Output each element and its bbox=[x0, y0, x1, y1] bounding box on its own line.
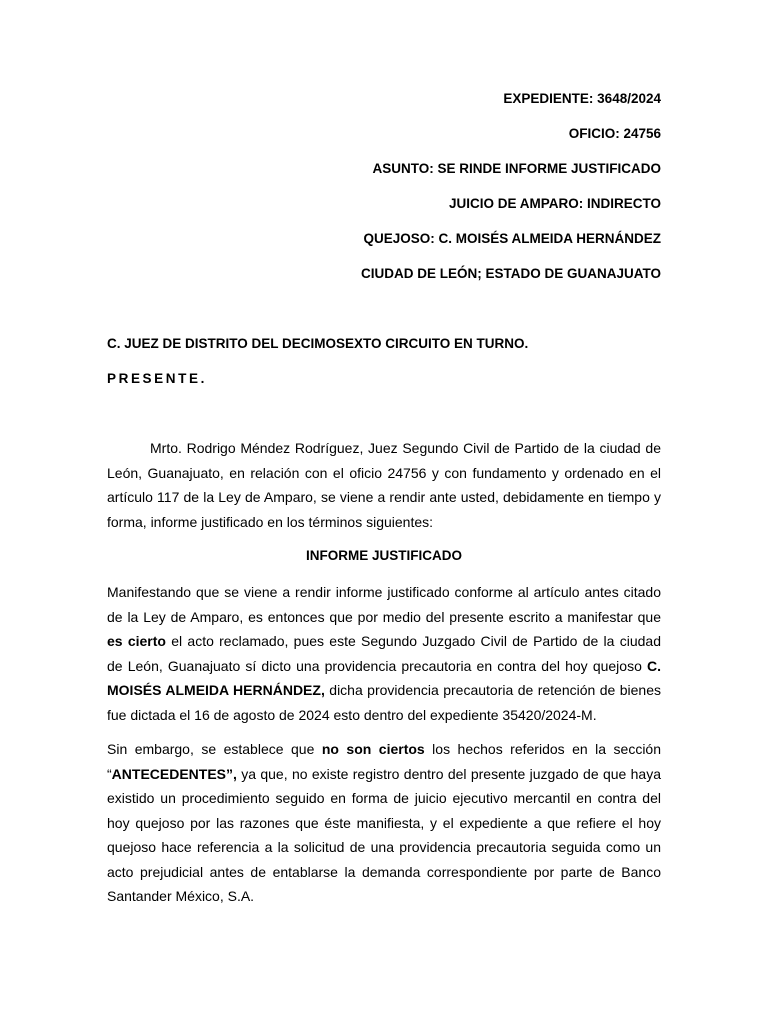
section-title: INFORME JUSTIFICADO bbox=[305, 548, 462, 563]
text-span: Manifestando que se viene a rendir informe justificado conforme al artículo antes citado de la Ley de Amparo, es entonces que por medio del presente escrito a manifestar que bbox=[107, 584, 661, 625]
text-span: el acto reclamado, pues este Segundo Juzgado Civil de Partido de la ciudad de León, Guanajuato sí dicto una providencia precautoria en contra del hoy quejoso bbox=[107, 633, 661, 674]
text-span: dicha providencia precautoria de retención de bienes fue dictada el 16 de agosto de 2024 esto dentro del expediente 35420/2024-M. bbox=[107, 682, 661, 723]
oficio-line: OFICIO: 24756 bbox=[568, 126, 661, 141]
expediente-line: EXPEDIENTE: 3648/2024 bbox=[503, 91, 661, 106]
bold-text: no son ciertos bbox=[321, 741, 425, 757]
body-paragraph-1 bbox=[107, 580, 661, 727]
text-span: Sin embargo, se establece que bbox=[107, 741, 322, 757]
bold-text: es cierto bbox=[107, 633, 166, 649]
bold-text: C. MOISÉS ALMEIDA HERNÁNDEZ, bbox=[107, 657, 661, 698]
body-paragraph-2 bbox=[107, 737, 661, 909]
juicio-line: JUICIO DE AMPARO: INDIRECTO bbox=[448, 196, 661, 211]
intro-paragraph: Mrto. Rodrigo Méndez Rodríguez, Juez Segundo Civil de Partido de la ciudad de León, Guanajuato, en relación con el oficio 24756 y con fundamento y ordenado en el artículo 117 de la Ley de Amparo, se viene a rendir ante usted, debidamente en tiempo y forma, informe justificado en los términos siguientes: bbox=[107, 440, 661, 530]
bold-text: ANTECEDENTES”, bbox=[111, 765, 237, 782]
ciudad-line: CIUDAD DE LEÓN; ESTADO DE GUANAJUATO bbox=[360, 266, 661, 281]
text-span: ya que, no existe registro dentro del presente juzgado de que haya existido un procedimiento seguido en forma de juicio ejecutivo mercantil en contra del hoy quejoso por las razones que éste manifiesta, y el expediente a que refiere el hoy quejoso hace referencia a la solicitud de una providencia precautoria seguida como un acto prejudicial antes de entablarse la demanda correspondiente por parte de Banco Santander México, S.A. bbox=[107, 765, 661, 904]
quejoso-line: QUEJOSO: C. MOISÉS ALMEIDA HERNÁNDEZ bbox=[363, 231, 661, 246]
presente: PRESENTE. bbox=[107, 371, 207, 386]
addressee: C. JUEZ DE DISTRITO DEL DECIMOSEXTO CIRCUITO EN TURNO. bbox=[107, 336, 529, 351]
asunto-line: ASUNTO: SE RINDE INFORME JUSTIFICADO bbox=[372, 161, 661, 176]
text-span: los hechos referidos en la sección “ bbox=[107, 741, 662, 782]
